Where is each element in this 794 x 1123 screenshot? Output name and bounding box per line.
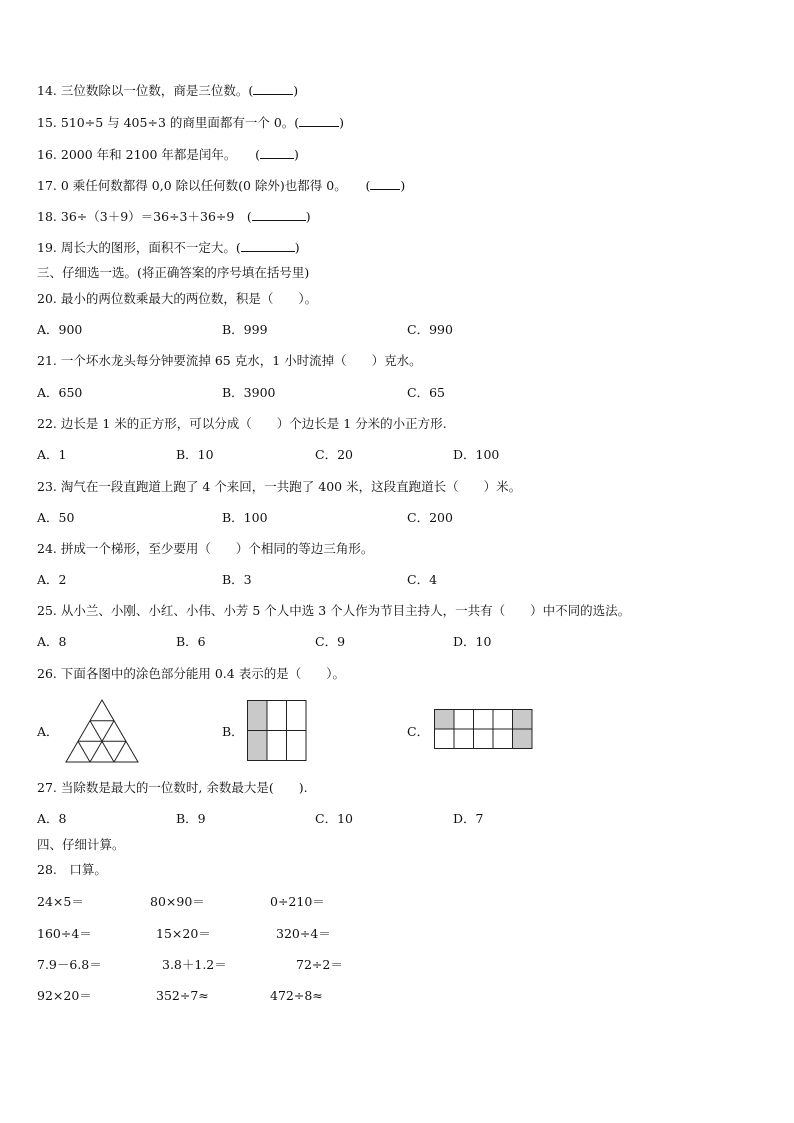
option-d[interactable]: D．10 (453, 634, 492, 649)
option-c[interactable]: C．20 (315, 447, 353, 462)
grid-cell (267, 701, 287, 731)
calc-item: 0÷210＝ (270, 894, 325, 909)
question-20: 20. 最小的两位数乘最大的两位数，积是（ ）。 (37, 291, 318, 306)
option-c[interactable]: C．200 (407, 510, 453, 525)
triangle-figure (65, 699, 139, 763)
question-19: 19. 周长大的图形，面积不一定大。( ) (37, 240, 300, 255)
answer-blank[interactable] (253, 82, 293, 95)
option-b[interactable]: B．3 (222, 572, 252, 587)
option-d[interactable]: D．100 (453, 447, 500, 462)
shaded-cell (513, 710, 533, 730)
answer-blank[interactable] (370, 177, 400, 190)
section-3-title: 三、仔细选一选。(将正确答案的序号填在括号里) (37, 265, 310, 280)
option-c[interactable]: C． (407, 724, 430, 739)
answer-blank[interactable] (299, 114, 339, 127)
grid-cell (267, 731, 287, 761)
shaded-cell (513, 729, 533, 749)
grid-cell (287, 701, 307, 731)
option-b[interactable]: B．999 (222, 322, 268, 337)
grid-cell (493, 710, 513, 730)
option-c[interactable]: C．10 (315, 811, 353, 826)
calc-item: 352÷7≈ (156, 988, 209, 1003)
question-26: 26. 下面各图中的涂色部分能用 0.4 表示的是（ ）。 (37, 666, 345, 681)
option-c[interactable]: C．9 (315, 634, 346, 649)
grid-figure-c (434, 709, 533, 750)
option-c[interactable]: C．4 (407, 572, 438, 587)
option-b[interactable]: B．9 (176, 811, 206, 826)
option-a[interactable]: A．900 (37, 322, 83, 337)
grid-figure-b (247, 700, 307, 762)
grid-cell (493, 729, 513, 749)
option-b[interactable]: B．3900 (222, 385, 276, 400)
question-22: 22. 边长是 1 米的正方形，可以分成（ ）个边长是 1 分米的小正方形. (37, 416, 447, 431)
option-a[interactable]: A．50 (37, 510, 75, 525)
answer-blank[interactable] (252, 208, 306, 221)
answer-blank[interactable] (241, 239, 295, 252)
option-b[interactable]: B．6 (176, 634, 206, 649)
option-a[interactable]: A．2 (37, 572, 67, 587)
option-d[interactable]: D．7 (453, 811, 484, 826)
calc-item: 472÷8≈ (270, 988, 323, 1003)
grid-cell (454, 710, 474, 730)
grid-cell (454, 729, 474, 749)
shaded-cell (248, 731, 268, 761)
calc-item: 24×5＝ (37, 894, 84, 909)
question-21: 21. 一个坏水龙头每分钟要流掉 65 克水，1 小时流掉（ ）克水。 (37, 353, 422, 368)
option-c[interactable]: C．990 (407, 322, 453, 337)
grid-cell (474, 729, 494, 749)
question-27: 27. 当除数是最大的一位数时, 余数最大是( ). (37, 780, 308, 795)
grid-cell (435, 729, 455, 749)
question-23: 23. 淘气在一段直跑道上跑了 4 个来回，一共跑了 400 米，这段直跑道长（ ）米。 (37, 479, 522, 494)
shaded-cell (248, 701, 268, 731)
question-14: 14. 三位数除以一位数，商是三位数。( ) (37, 83, 299, 98)
calc-item: 15×20＝ (156, 926, 211, 941)
question-17: 17. 0 乘任何数都得 0,0 除以任何数(0 除外)也都得 0。 ( ) (37, 178, 406, 193)
question-28: 28. 口算。 (37, 862, 107, 877)
option-b[interactable]: B．100 (222, 510, 268, 525)
calc-item: 320÷4＝ (276, 926, 331, 941)
option-a[interactable]: A．1 (37, 447, 67, 462)
question-18: 18. 36÷（3＋9）＝36÷3＋36÷9 ( ) (37, 209, 311, 224)
section-4-title: 四、仔细计算。 (37, 837, 125, 852)
option-b[interactable]: B．10 (176, 447, 214, 462)
calc-item: 80×90＝ (150, 894, 205, 909)
option-a[interactable]: A． (37, 724, 59, 739)
grid-cell (474, 710, 494, 730)
calc-item: 160÷4＝ (37, 926, 92, 941)
calc-item: 92×20＝ (37, 988, 92, 1003)
option-a[interactable]: A．8 (37, 811, 67, 826)
option-a[interactable]: A．8 (37, 634, 67, 649)
option-c[interactable]: C．65 (407, 385, 445, 400)
grid-cell (287, 731, 307, 761)
question-24: 24. 拼成一个梯形，至少要用（ ）个相同的等边三角形。 (37, 541, 374, 556)
option-b[interactable]: B． (222, 724, 244, 739)
question-16: 16. 2000 年和 2100 年都是闰年。 ( ) (37, 147, 299, 162)
question-15: 15. 510÷5 与 405÷3 的商里面都有一个 0。( ) (37, 115, 345, 130)
calc-item: 3.8＋1.2＝ (162, 957, 227, 972)
answer-blank[interactable] (260, 146, 294, 159)
option-a[interactable]: A．650 (37, 385, 83, 400)
calc-item: 7.9－6.8＝ (37, 957, 102, 972)
calc-item: 72÷2＝ (296, 957, 343, 972)
question-25: 25. 从小兰、小刚、小红、小伟、小芳 5 个人中选 3 个人作为节目主持人，一共有（ ）中不同的选法。 (37, 603, 631, 618)
shaded-cell (435, 710, 455, 730)
